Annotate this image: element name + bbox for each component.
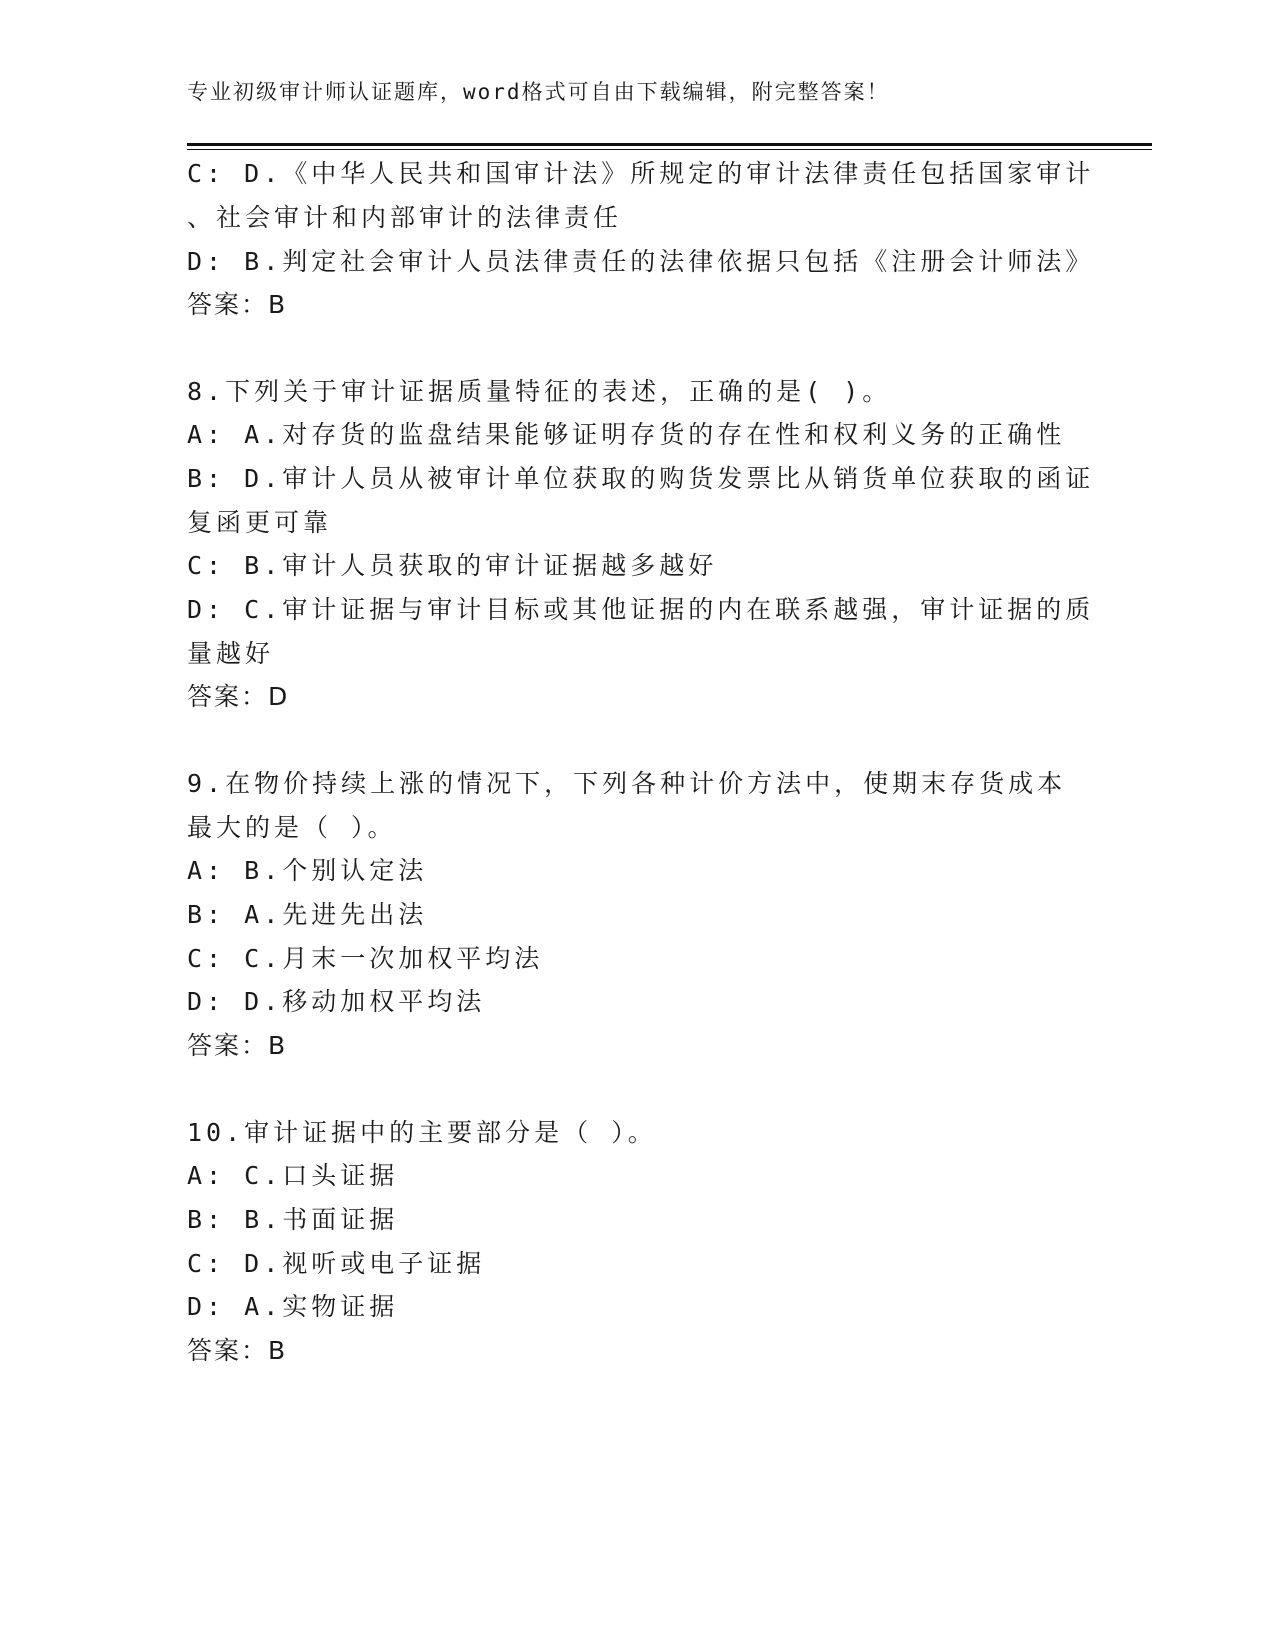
q8-option-d: D: C.审计证据与审计目标或其他证据的内在联系越强，审计证据的质 [187, 595, 1095, 624]
header-divider-thick [187, 143, 1152, 146]
q9-answer: 答案：B [187, 1031, 288, 1060]
q10-answer: 答案：B [187, 1336, 288, 1365]
q8-answer: 答案：D [187, 682, 290, 711]
q8-option-b: B: D.审计人员从被审计单位获取的购货发票比从销货单位获取的函证 [187, 464, 1095, 493]
page-header: 专业初级审计师认证题库，word格式可自由下载编辑，附完整答案！ [187, 80, 890, 104]
q10-option-b: B: B.书面证据 [187, 1205, 399, 1234]
q7-option-c-continued: 、社会审计和内部审计的法律责任 [187, 203, 623, 232]
q9-option-b: B: A.先进先出法 [187, 900, 428, 929]
q10-option-d: D: A.实物证据 [187, 1292, 399, 1321]
q8-option-c: C: B.审计人员获取的审计证据越多越好 [187, 551, 718, 580]
q8-option-a: A: A.对存货的监盘结果能够证明存货的存在性和权利义务的正确性 [187, 420, 1066, 449]
q10-option-c: C: D.视听或电子证据 [187, 1249, 486, 1278]
q9-question: 9.在物价持续上涨的情况下，下列各种计价方法中，使期末存货成本 [187, 769, 1067, 798]
q7-option-c: C: D.《中华人民共和国审计法》所规定的审计法律责任包括国家审计 [187, 159, 1095, 188]
q7-option-d: D: B.判定社会审计人员法律责任的法律依据只包括《注册会计师法》 [187, 247, 1095, 276]
header-divider-thin [187, 149, 1152, 150]
q9-option-d: D: D.移动加权平均法 [187, 987, 486, 1016]
q8-option-b-continued: 复函更可靠 [187, 508, 333, 537]
q7-answer: 答案：B [187, 290, 288, 319]
q9-question-continued: 最大的是（ ）。 [187, 813, 397, 842]
q8-option-d-continued: 量越好 [187, 639, 275, 668]
q10-option-a: A: C.口头证据 [187, 1161, 399, 1190]
q9-option-c: C: C.月末一次加权平均法 [187, 944, 544, 973]
q8-question: 8.下列关于审计证据质量特征的表述，正确的是( )。 [187, 377, 892, 406]
q10-question: 10.审计证据中的主要部分是（ ）。 [187, 1118, 657, 1147]
q9-option-a: A: B.个别认定法 [187, 856, 428, 885]
